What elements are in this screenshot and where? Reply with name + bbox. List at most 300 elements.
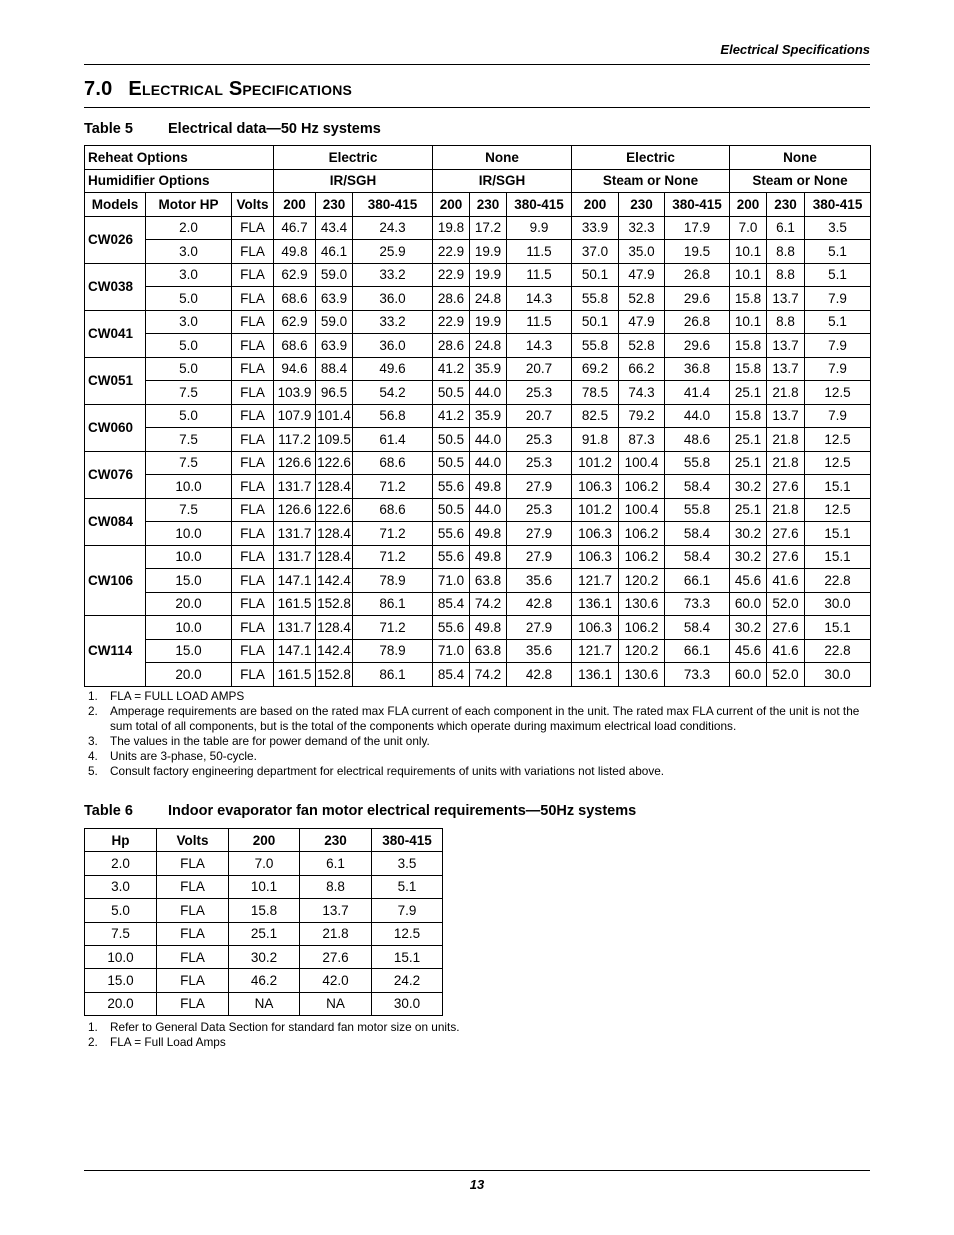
- amp-value-cell: 147.1: [274, 639, 316, 663]
- table-row: [85, 545, 871, 569]
- amp-value-cell: 71.2: [353, 616, 433, 640]
- amp-value-cell: 41.6: [767, 639, 805, 663]
- amp-value-cell: 24.8: [470, 287, 507, 311]
- table-row: [85, 592, 871, 616]
- amp-value-cell: 27.9: [507, 475, 572, 499]
- amp-value-cell: 11.5: [507, 263, 572, 287]
- col-voltage: 380-415: [665, 193, 730, 217]
- volts-cell: FLA: [232, 404, 274, 428]
- amp-value-cell: 106.2: [619, 545, 665, 569]
- amp-value-cell: 27.9: [507, 616, 572, 640]
- motor-hp-cell: 7.5: [146, 498, 232, 522]
- col-voltage: 230: [619, 193, 665, 217]
- amp-value-cell: 66.2: [619, 357, 665, 381]
- header-rule: [84, 64, 870, 65]
- amp-value-cell: 106.2: [619, 522, 665, 546]
- amp-value-cell: 22.9: [433, 263, 470, 287]
- amp-value-cell: 121.7: [572, 639, 619, 663]
- amp-value-cell: 12.5: [805, 381, 871, 405]
- volts-cell: FLA: [232, 334, 274, 358]
- amp-value-cell: 32.3: [619, 216, 665, 240]
- amp-value-cell: 30.2: [730, 545, 767, 569]
- amp-value-cell: 71.2: [353, 522, 433, 546]
- col-voltage: 200: [433, 193, 470, 217]
- amp-value-cell: 161.5: [274, 592, 316, 616]
- amp-value-cell: 22.9: [433, 310, 470, 334]
- amp-value-cell: 50.1: [572, 263, 619, 287]
- amp-value-cell: 25.1: [730, 451, 767, 475]
- amp-value-cell: 52.8: [619, 287, 665, 311]
- footnote: [88, 749, 870, 764]
- amp-value-cell: 101.2: [572, 451, 619, 475]
- amp-value-cell: 36.8: [665, 357, 730, 381]
- amp-value-cell: 30.2: [730, 616, 767, 640]
- amp-value-cell: 88.4: [316, 357, 353, 381]
- amp-value-cell: 78.5: [572, 381, 619, 405]
- amp-value-cell: 36.0: [353, 287, 433, 311]
- table6-cell: 7.9: [372, 899, 443, 922]
- amp-value-cell: 56.8: [353, 404, 433, 428]
- amp-value-cell: 11.5: [507, 240, 572, 264]
- amp-value-cell: 128.4: [316, 475, 353, 499]
- footnote-number: 2.: [88, 1035, 98, 1049]
- volts-cell: FLA: [232, 451, 274, 475]
- model-cell: CW114: [85, 616, 146, 687]
- motor-hp-cell: 2.0: [146, 216, 232, 240]
- motor-hp-cell: 3.0: [146, 240, 232, 264]
- amp-value-cell: 54.2: [353, 381, 433, 405]
- amp-value-cell: 14.3: [507, 334, 572, 358]
- amp-value-cell: 126.6: [274, 498, 316, 522]
- footnote-number: 1.: [88, 1020, 98, 1034]
- amp-value-cell: 86.1: [353, 663, 433, 687]
- amp-value-cell: 152.8: [316, 663, 353, 687]
- amp-value-cell: 131.7: [274, 522, 316, 546]
- amp-value-cell: 25.3: [507, 498, 572, 522]
- table6-cell: FLA: [157, 992, 229, 1015]
- footnote-text: Amperage requirements are based on the rated max FLA current of each component in the unit. The rated max FLA current of the unit is not the sum total of all components, but is the total of the components which operate during maximum electrical load conditions.: [110, 704, 860, 733]
- volts-cell: FLA: [232, 545, 274, 569]
- amp-value-cell: 28.6: [433, 334, 470, 358]
- table5-notes: [88, 689, 870, 779]
- amp-value-cell: 30.2: [730, 475, 767, 499]
- running-header-title: Electrical Specifications: [720, 42, 870, 57]
- amp-value-cell: 35.9: [470, 357, 507, 381]
- motor-hp-cell: 20.0: [146, 663, 232, 687]
- motor-hp-cell: 10.0: [146, 616, 232, 640]
- amp-value-cell: 27.6: [767, 616, 805, 640]
- amp-value-cell: 74.3: [619, 381, 665, 405]
- amp-value-cell: 85.4: [433, 663, 470, 687]
- amp-value-cell: 42.8: [507, 592, 572, 616]
- table-row: [85, 451, 871, 475]
- volts-cell: FLA: [232, 357, 274, 381]
- model-cell: CW060: [85, 404, 146, 451]
- table-row: [85, 428, 871, 452]
- motor-hp-cell: 15.0: [146, 639, 232, 663]
- footnote-number: 3.: [88, 734, 98, 748]
- model-cell: CW026: [85, 216, 146, 263]
- reheat-options-label: Reheat Options: [85, 146, 274, 170]
- model-cell: CW084: [85, 498, 146, 545]
- volts-cell: FLA: [232, 522, 274, 546]
- table6-col-header: 200: [229, 829, 300, 852]
- amp-value-cell: 41.2: [433, 404, 470, 428]
- amp-value-cell: 136.1: [572, 663, 619, 687]
- table-row: [85, 616, 871, 640]
- motor-hp-cell: 5.0: [146, 334, 232, 358]
- table-row: [85, 969, 443, 992]
- amp-value-cell: 35.0: [619, 240, 665, 264]
- amp-value-cell: 45.6: [730, 639, 767, 663]
- amp-value-cell: 96.5: [316, 381, 353, 405]
- volts-cell: FLA: [232, 663, 274, 687]
- reheat-group: None: [730, 146, 871, 170]
- table6-label: Table 6: [84, 803, 133, 819]
- footer-rule: [84, 1170, 870, 1171]
- col-models: Models: [85, 193, 146, 217]
- motor-hp-cell: 3.0: [146, 263, 232, 287]
- amp-value-cell: 131.7: [274, 616, 316, 640]
- volts-cell: FLA: [232, 216, 274, 240]
- table6-cell: 21.8: [300, 922, 372, 945]
- amp-value-cell: 100.4: [619, 451, 665, 475]
- table6-cell: NA: [300, 992, 372, 1015]
- amp-value-cell: 74.2: [470, 663, 507, 687]
- amp-value-cell: 27.9: [507, 545, 572, 569]
- table6-title: Indoor evaporator fan motor electrical requirements—50Hz systems: [168, 803, 637, 819]
- amp-value-cell: 7.9: [805, 357, 871, 381]
- footnote: [88, 704, 870, 734]
- table6-cell: FLA: [157, 852, 229, 875]
- amp-value-cell: 142.4: [316, 639, 353, 663]
- amp-value-cell: 49.8: [470, 545, 507, 569]
- amp-value-cell: 128.4: [316, 545, 353, 569]
- table6-cell: 15.1: [372, 945, 443, 968]
- table6-cell: 5.1: [372, 875, 443, 898]
- amp-value-cell: 128.4: [316, 522, 353, 546]
- amp-value-cell: 68.6: [353, 498, 433, 522]
- amp-value-cell: 29.6: [665, 287, 730, 311]
- amp-value-cell: 48.6: [665, 428, 730, 452]
- amp-value-cell: 106.3: [572, 545, 619, 569]
- amp-value-cell: 8.8: [767, 240, 805, 264]
- volts-cell: FLA: [232, 639, 274, 663]
- amp-value-cell: 10.1: [730, 240, 767, 264]
- table6-cell: FLA: [157, 922, 229, 945]
- table-row: [85, 475, 871, 499]
- amp-value-cell: 62.9: [274, 310, 316, 334]
- column-header-row: [85, 193, 871, 217]
- col-voltage: 200: [274, 193, 316, 217]
- col-voltage: 200: [730, 193, 767, 217]
- table6-cell: 2.0: [85, 852, 157, 875]
- amp-value-cell: 68.6: [274, 287, 316, 311]
- amp-value-cell: 30.0: [805, 592, 871, 616]
- amp-value-cell: 43.4: [316, 216, 353, 240]
- amp-value-cell: 44.0: [470, 428, 507, 452]
- amp-value-cell: 55.8: [665, 451, 730, 475]
- amp-value-cell: 8.8: [767, 263, 805, 287]
- amp-value-cell: 19.9: [470, 310, 507, 334]
- volts-cell: FLA: [232, 616, 274, 640]
- footnote: [88, 764, 870, 779]
- col-voltage: 230: [470, 193, 507, 217]
- amp-value-cell: 68.6: [353, 451, 433, 475]
- amp-value-cell: 15.1: [805, 475, 871, 499]
- amp-value-cell: 44.0: [470, 498, 507, 522]
- amp-value-cell: 55.6: [433, 616, 470, 640]
- motor-hp-cell: 7.5: [146, 451, 232, 475]
- amp-value-cell: 55.8: [572, 334, 619, 358]
- amp-value-cell: 6.1: [767, 216, 805, 240]
- amp-value-cell: 17.9: [665, 216, 730, 240]
- table-row: [85, 240, 871, 264]
- amp-value-cell: 13.7: [767, 334, 805, 358]
- col-voltage: 380-415: [507, 193, 572, 217]
- motor-hp-cell: 7.5: [146, 428, 232, 452]
- amp-value-cell: 45.6: [730, 569, 767, 593]
- table6-cell: FLA: [157, 875, 229, 898]
- col-motor-hp: Motor HP: [146, 193, 232, 217]
- amp-value-cell: 58.4: [665, 616, 730, 640]
- amp-value-cell: 106.2: [619, 616, 665, 640]
- volts-cell: FLA: [232, 569, 274, 593]
- footnote-number: 5.: [88, 764, 98, 778]
- table-row: [85, 381, 871, 405]
- table6-cell: 12.5: [372, 922, 443, 945]
- amp-value-cell: 106.2: [619, 475, 665, 499]
- amp-value-cell: 11.5: [507, 310, 572, 334]
- table-row: [85, 287, 871, 311]
- amp-value-cell: 8.8: [767, 310, 805, 334]
- amp-value-cell: 49.6: [353, 357, 433, 381]
- amp-value-cell: 131.7: [274, 545, 316, 569]
- model-cell: CW106: [85, 545, 146, 616]
- amp-value-cell: 109.5: [316, 428, 353, 452]
- amp-value-cell: 121.7: [572, 569, 619, 593]
- amp-value-cell: 120.2: [619, 569, 665, 593]
- table5-electrical-data: [84, 145, 871, 687]
- col-voltage: 380-415: [353, 193, 433, 217]
- amp-value-cell: 19.9: [470, 263, 507, 287]
- amp-value-cell: 21.8: [767, 381, 805, 405]
- amp-value-cell: 12.5: [805, 498, 871, 522]
- amp-value-cell: 15.1: [805, 522, 871, 546]
- amp-value-cell: 33.2: [353, 263, 433, 287]
- amp-value-cell: 94.6: [274, 357, 316, 381]
- table-row: [85, 310, 871, 334]
- section-title: Electrical Specifications: [128, 78, 353, 100]
- amp-value-cell: 126.6: [274, 451, 316, 475]
- table6-col-header: 230: [300, 829, 372, 852]
- amp-value-cell: 36.0: [353, 334, 433, 358]
- amp-value-cell: 46.7: [274, 216, 316, 240]
- amp-value-cell: 49.8: [274, 240, 316, 264]
- table6-cell: 6.1: [300, 852, 372, 875]
- amp-value-cell: 100.4: [619, 498, 665, 522]
- motor-hp-cell: 5.0: [146, 357, 232, 381]
- amp-value-cell: 41.2: [433, 357, 470, 381]
- amp-value-cell: 46.1: [316, 240, 353, 264]
- reheat-options-row: [85, 146, 871, 170]
- amp-value-cell: 27.6: [767, 522, 805, 546]
- amp-value-cell: 7.9: [805, 404, 871, 428]
- amp-value-cell: 59.0: [316, 310, 353, 334]
- amp-value-cell: 85.4: [433, 592, 470, 616]
- amp-value-cell: 14.3: [507, 287, 572, 311]
- col-voltage: 230: [767, 193, 805, 217]
- amp-value-cell: 33.9: [572, 216, 619, 240]
- amp-value-cell: 29.6: [665, 334, 730, 358]
- table-row: [85, 334, 871, 358]
- amp-value-cell: 15.8: [730, 334, 767, 358]
- amp-value-cell: 19.9: [470, 240, 507, 264]
- amp-value-cell: 13.7: [767, 357, 805, 381]
- amp-value-cell: 13.7: [767, 287, 805, 311]
- amp-value-cell: 7.9: [805, 334, 871, 358]
- amp-value-cell: 7.9: [805, 287, 871, 311]
- motor-hp-cell: 5.0: [146, 404, 232, 428]
- table-row: [85, 639, 871, 663]
- amp-value-cell: 136.1: [572, 592, 619, 616]
- amp-value-cell: 12.5: [805, 428, 871, 452]
- table6-cell: 3.0: [85, 875, 157, 898]
- amp-value-cell: 117.2: [274, 428, 316, 452]
- table-row: [85, 663, 871, 687]
- table6-header-row: [85, 829, 443, 852]
- amp-value-cell: 10.1: [730, 263, 767, 287]
- amp-value-cell: 25.9: [353, 240, 433, 264]
- amp-value-cell: 30.0: [805, 663, 871, 687]
- table6-col-header: Hp: [85, 829, 157, 852]
- col-voltage: 200: [572, 193, 619, 217]
- amp-value-cell: 50.1: [572, 310, 619, 334]
- amp-value-cell: 60.0: [730, 592, 767, 616]
- table-row: [85, 522, 871, 546]
- table6-cell: FLA: [157, 969, 229, 992]
- amp-value-cell: 19.5: [665, 240, 730, 264]
- amp-value-cell: 61.4: [353, 428, 433, 452]
- table6-cell: 27.6: [300, 945, 372, 968]
- footnote-text: The values in the table are for power demand of the unit only.: [110, 734, 430, 748]
- table5-caption: [84, 121, 381, 137]
- table6-cell: 3.5: [372, 852, 443, 875]
- amp-value-cell: 71.2: [353, 475, 433, 499]
- humidifier-group: IR/SGH: [274, 169, 433, 193]
- amp-value-cell: 63.8: [470, 569, 507, 593]
- table6-caption: [84, 803, 636, 819]
- amp-value-cell: 33.2: [353, 310, 433, 334]
- amp-value-cell: 25.1: [730, 381, 767, 405]
- amp-value-cell: 37.0: [572, 240, 619, 264]
- amp-value-cell: 25.3: [507, 451, 572, 475]
- amp-value-cell: 12.5: [805, 451, 871, 475]
- amp-value-cell: 15.1: [805, 616, 871, 640]
- amp-value-cell: 44.0: [665, 404, 730, 428]
- volts-cell: FLA: [232, 592, 274, 616]
- amp-value-cell: 62.9: [274, 263, 316, 287]
- amp-value-cell: 17.2: [470, 216, 507, 240]
- motor-hp-cell: 7.5: [146, 381, 232, 405]
- amp-value-cell: 27.9: [507, 522, 572, 546]
- amp-value-cell: 25.3: [507, 428, 572, 452]
- amp-value-cell: 55.8: [665, 498, 730, 522]
- motor-hp-cell: 10.0: [146, 522, 232, 546]
- volts-cell: FLA: [232, 240, 274, 264]
- col-volts: Volts: [232, 193, 274, 217]
- amp-value-cell: 130.6: [619, 592, 665, 616]
- amp-value-cell: 30.2: [730, 522, 767, 546]
- amp-value-cell: 3.5: [805, 216, 871, 240]
- table6-col-header: 380-415: [372, 829, 443, 852]
- amp-value-cell: 5.1: [805, 240, 871, 264]
- amp-value-cell: 35.6: [507, 569, 572, 593]
- table6-cell: 30.2: [229, 945, 300, 968]
- footnote-text: FLA = Full Load Amps: [110, 1035, 226, 1049]
- section-rule: [84, 107, 870, 108]
- amp-value-cell: 86.1: [353, 592, 433, 616]
- motor-hp-cell: 15.0: [146, 569, 232, 593]
- amp-value-cell: 161.5: [274, 663, 316, 687]
- volts-cell: FLA: [232, 287, 274, 311]
- volts-cell: FLA: [232, 498, 274, 522]
- amp-value-cell: 152.8: [316, 592, 353, 616]
- table6-fan-motor: [84, 828, 443, 1016]
- table-row: [85, 498, 871, 522]
- table6-cell: 24.2: [372, 969, 443, 992]
- table-row: [85, 922, 443, 945]
- table6-cell: 13.7: [300, 899, 372, 922]
- table6-col-header: Volts: [157, 829, 229, 852]
- humidifier-options-label: Humidifier Options: [85, 169, 274, 193]
- amp-value-cell: 49.8: [470, 616, 507, 640]
- amp-value-cell: 55.8: [572, 287, 619, 311]
- amp-value-cell: 25.1: [730, 428, 767, 452]
- footnote-text: Consult factory engineering department for electrical requirements of units with variations not listed above.: [110, 764, 665, 778]
- table6-cell: 20.0: [85, 992, 157, 1015]
- table6-cell: 10.1: [229, 875, 300, 898]
- reheat-group: Electric: [572, 146, 730, 170]
- table6-cell: 46.2: [229, 969, 300, 992]
- table6-cell: 30.0: [372, 992, 443, 1015]
- amp-value-cell: 71.0: [433, 569, 470, 593]
- amp-value-cell: 106.3: [572, 475, 619, 499]
- table-row: [85, 992, 443, 1015]
- motor-hp-cell: 10.0: [146, 475, 232, 499]
- amp-value-cell: 15.8: [730, 287, 767, 311]
- amp-value-cell: 74.2: [470, 592, 507, 616]
- model-cell: CW076: [85, 451, 146, 498]
- amp-value-cell: 47.9: [619, 310, 665, 334]
- amp-value-cell: 69.2: [572, 357, 619, 381]
- amp-value-cell: 73.3: [665, 663, 730, 687]
- amp-value-cell: 58.4: [665, 545, 730, 569]
- humidifier-options-row: [85, 169, 871, 193]
- volts-cell: FLA: [232, 428, 274, 452]
- amp-value-cell: 27.6: [767, 545, 805, 569]
- amp-value-cell: 120.2: [619, 639, 665, 663]
- amp-value-cell: 24.3: [353, 216, 433, 240]
- amp-value-cell: 78.9: [353, 639, 433, 663]
- amp-value-cell: 73.3: [665, 592, 730, 616]
- amp-value-cell: 19.8: [433, 216, 470, 240]
- table6-cell: 25.1: [229, 922, 300, 945]
- amp-value-cell: 26.8: [665, 263, 730, 287]
- amp-value-cell: 71.0: [433, 639, 470, 663]
- volts-cell: FLA: [232, 310, 274, 334]
- amp-value-cell: 15.8: [730, 404, 767, 428]
